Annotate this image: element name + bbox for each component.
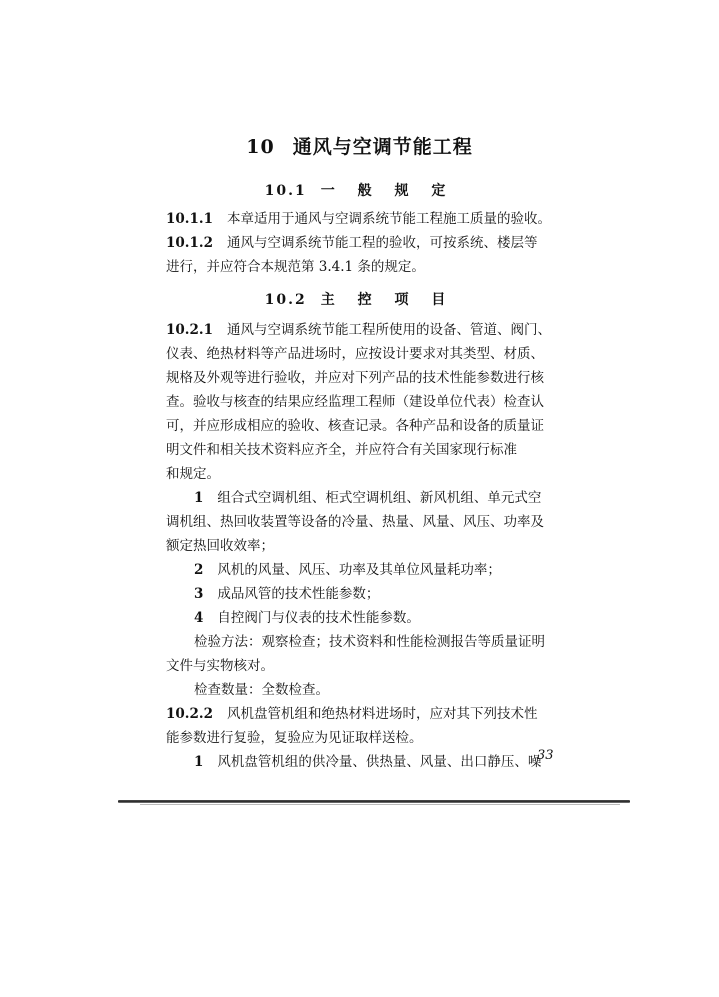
clause-text-line: 仪表、绝热材料等产品进场时，应按设计要求对其类型、材质、 (166, 346, 544, 362)
section-title-10-1 (0, 180, 719, 200)
clause-10-1-1 (166, 207, 578, 231)
item-number: 4 (194, 610, 204, 626)
clause-number: 10.1.2 (166, 235, 213, 251)
clause-text-line: 进行，并应符合本规范第 3.4.1 条的规定。 (166, 259, 425, 275)
clause-text-line: 规格及外观等进行验收，并应对下列产品的技术性能参数进行核 (166, 370, 544, 386)
list-item-1 (166, 750, 578, 774)
clause-text-line: 和规定。 (166, 466, 220, 482)
item-text: 成品风管的技术性能参数； (217, 586, 380, 602)
clause-text-line: 明文件和相关技术资料应齐全，并应符合有关国家现行标准 (166, 442, 517, 458)
section-number: 10.2 (264, 292, 307, 308)
list-item-3 (166, 582, 578, 606)
clause-10-1-2 (166, 231, 578, 255)
list-item-1 (166, 486, 578, 510)
clause-text-line: 能参数进行复验，复验应为见证取样送检。 (166, 730, 423, 746)
clause-text: 通风与空调系统节能工程的验收，可按系统、楼层等 (226, 235, 538, 251)
item-text: 风机的风量、风压、功率及其单位风量耗功率； (217, 562, 501, 578)
section-title-10-2 (0, 289, 719, 309)
chapter-number: 10 (246, 136, 275, 158)
clause-10-2-1 (166, 318, 578, 342)
clause-10-2-2 (166, 702, 578, 726)
item-text: 风机盘管机组的供冷量、供热量、风量、出口静压、噪 (217, 754, 542, 770)
clause-number: 10.1.1 (166, 211, 213, 227)
page-number: 33 (537, 748, 554, 763)
item-text: 组合式空调机组、柜式空调机组、新风机组、单元式空 (217, 490, 542, 506)
chapter-title (0, 132, 719, 159)
list-item-2 (166, 558, 578, 582)
clause-text-line: 可，并应形成相应的验收、核查记录。各种产品和设备的质量证 (166, 418, 544, 434)
item-number: 2 (194, 562, 204, 578)
clause-number: 10.2.2 (166, 706, 213, 722)
chapter-title-text: 通风与空调节能工程 (292, 136, 473, 158)
clause-text: 通风与空调系统节能工程所使用的设备、管道、阀门、 (226, 322, 551, 338)
clause-text: 本章适用于通风与空调系统节能工程施工质量的验收。 (226, 211, 551, 227)
list-item-4 (166, 606, 578, 630)
clause-number: 10.2.1 (166, 322, 213, 338)
clause-block-10-1 (166, 207, 578, 279)
inspection-method: 检验方法：观察检查；技术资料和性能检测报告等质量证明 (194, 634, 545, 650)
page-edge-divider (118, 800, 630, 803)
item-text-line: 调机组、热回收装置等设备的冷量、热量、风量、风压、功率及 (166, 514, 544, 530)
clause-text: 风机盘管机组和绝热材料进场时，应对其下列技术性 (226, 706, 538, 722)
inspection-method-line: 文件与实物核对。 (166, 658, 274, 674)
section-title-text: 一 般 规 定 (320, 183, 455, 199)
item-text: 自控阀门与仪表的技术性能参数。 (217, 610, 420, 626)
section-number: 10.1 (264, 183, 307, 199)
inspection-quantity: 检查数量：全数检查。 (194, 682, 329, 698)
item-number: 1 (194, 490, 204, 506)
clause-block-10-2 (166, 318, 578, 774)
item-number: 1 (194, 754, 204, 770)
item-text-line: 额定热回收效率； (166, 538, 274, 554)
section-title-text: 主 控 项 目 (320, 292, 455, 308)
page-edge-shadow (140, 804, 620, 805)
item-number: 3 (194, 586, 204, 602)
clause-text-line: 查。验收与核查的结果应经监理工程师（建设单位代表）检查认 (166, 394, 544, 410)
